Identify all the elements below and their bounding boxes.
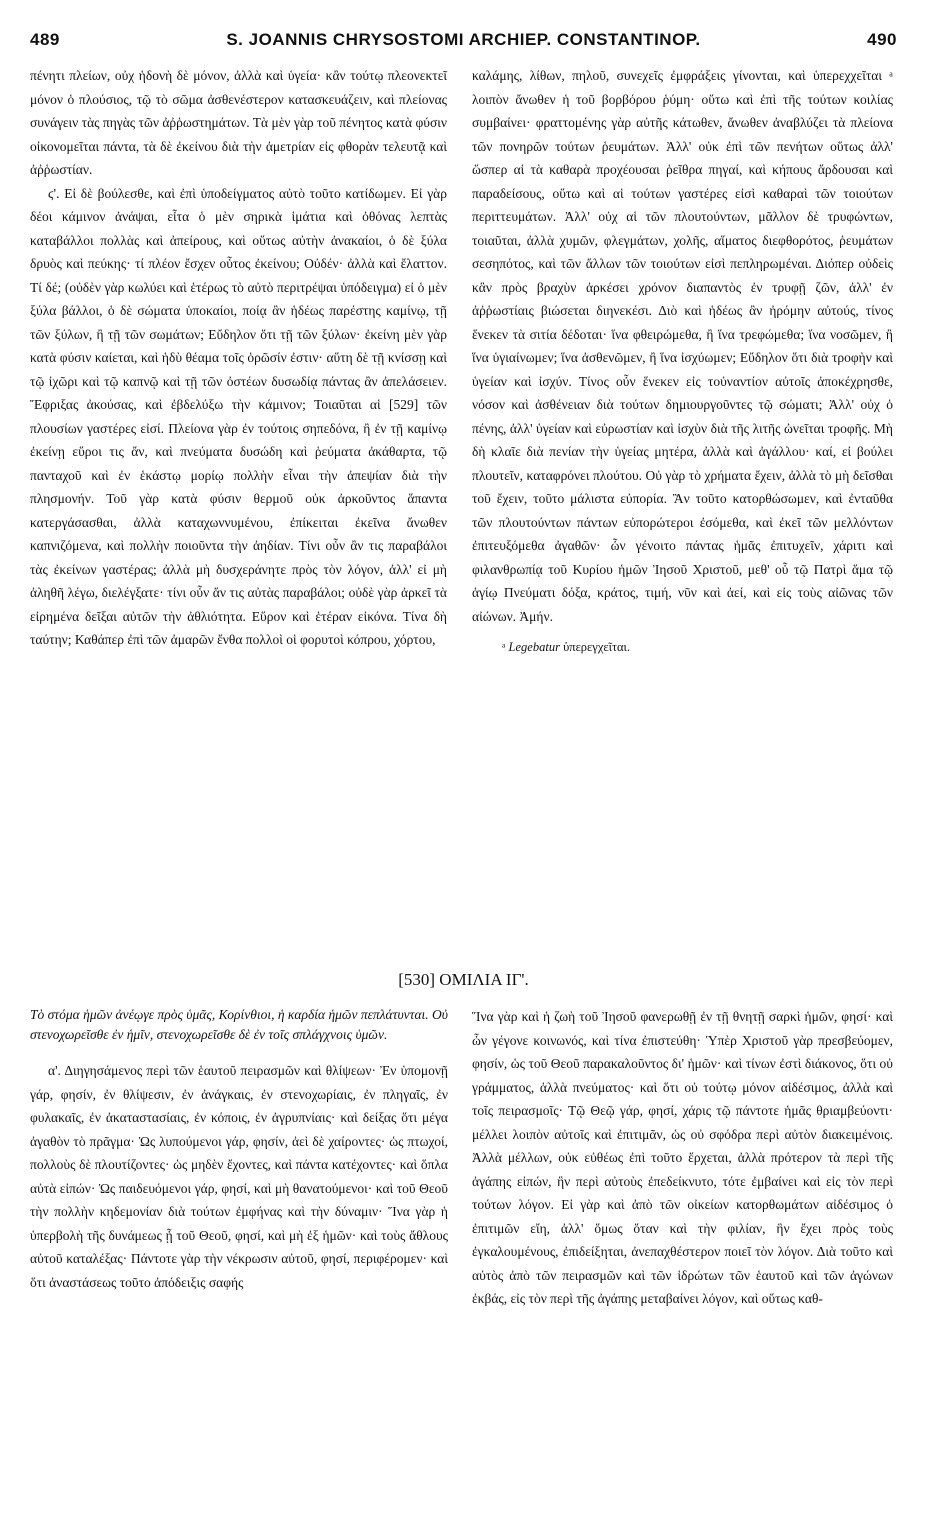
paragraph: καλάμης, λίθων, πηλοῦ, συνεχεῖς ἐμφράξεις γίνονται, καὶ ὑπερεχχεῖται ᵃ λοιπὸν ἄνωθεν ἡ τοῦ βορβόρου ῥύμη· οὕτω καὶ ἐπὶ τῆς τούτων κοιλίας συμβαίνει· φραττομένης γὰρ αὐτῆς κάτωθεν, ἄνωθεν ἀναβλύζει τὰ πλείονα τῶν πονηρῶν τούτων ῥευμάτων. Ἀλλ' οὐκ ἐπὶ τῶν πενήτων οὕτως ἀλλ' ὥσπερ αἱ τὰ καθαρὰ προχέουσαι ῥεῖθρα πηγαί, καὶ κήπους ἄρδουσαι καὶ παραδείσους, οὕτω καὶ αἱ τούτων γαστέρες εἰσὶ καθαραὶ τῶν τοιούτων περιττευμάτων. Ἀλλ' οὐχ αἱ τῶν πλουτούντων, μᾶλλον δὲ τρυφώντων, τοιαῦται, ἀλλὰ χυμῶν, φλεγμάτων, χολῆς, αἵματος διεφθορότος, ῥευμάτων σεσηπότος, καὶ τῶν ἄλλων τῶν τοιούτων εἰσὶ πεπληρωμέναι. Διόπερ οὐδεὶς κἂν πρὸς βραχὺν ἀρκέσει χρόνον διαπαντὸς ἐν τρυφῇ ζῶν, ἀλλ' ἐν ἀῤῥωστίαις βιώσεται διηνεκέσι. Διὸ καὶ ἡδέως ἂν ἠρόμην αὐτούς, τίνος ἕνεκεν τὰ σιτία δέδοται· ἵνα φθειρώμεθα, ἢ ἵνα τρεφώμεθα; ἵνα νοσῶμεν, ἢ ἵνα ὑγιαίνωμεν; ἵνα ἀσθενῶμεν, ἢ ἵνα ἰσχύωμεν; Εὔδηλον ὅτι διὰ τροφὴν καὶ ὑγείαν καὶ ἰσχύν. Τίνος οὖν ἕνεκεν εἰς τοὐναντίον αὐτοῖς ἀποκέχρησθε, νόσον καὶ ἀσθένειαν διὰ τούτων δημιουργοῦντες τῷ σώματι; Ἀλλ' οὐχ ὁ πένης, ἀλλ' ὑγείαν καὶ εὐρωστίαν καὶ ἰσχὺν διὰ τῆς λιτῆς ὠνεῖται τροφῆς. Μὴ δὴ κλαῖε διὰ πενίαν τὴν ὑγείας μητέρα, ἀλλὰ καὶ ἀγάλλου· καί, εἰ βούλει πλουτεῖν, καταφρόνει πλούτου. Οὐ γὰρ τὸ χρήματα ἔχειν, ἀλλὰ τὸ μὴ δεῖσθαι τοῦ ἔχειν, τοῦτο μάλιστα εὐπορία. Ἂν τοῦτο κατορθώσωμεν, καὶ ἐνταῦθα τῶν πλουτούντων πάντων εὐπορώτεροι ἐσόμεθα, καὶ ἐκεῖ τῶν μελλόντων ἐπιτευξόμεθα ἀγαθῶν· ὧν γένοιτο πάντας ἡμᾶς ἐπιτυχεῖν, χάριτι καὶ φιλανθρωπίᾳ τοῦ Κυρίου ἡμῶν Ἰησοῦ Χριστοῦ, μεθ' οὗ τῷ Πατρὶ ἅμα τῷ ἁγίῳ Πνεύματι δόξα, κράτος, τιμή, νῦν καὶ ἀεί, καὶ εἰς τοὺς αἰῶνας τῶν αἰώνων. Ἀμήν. <box>472 68 893 624</box>
footnote-label: Legebatur <box>508 640 560 654</box>
paragraph: α'. Διηγησάμενος περὶ τῶν ἑαυτοῦ πειρασμῶν καὶ θλίψεων· Ἐν ὑπομονῇ γάρ, φησίν, ἐν θλίψεσιν, ἐν ἀνάγκαις, ἐν στενοχωρίαις, ἐν πληγαῖς, ἐν φυλακαῖς, ἐν ἀκαταστασίαις, ἐν κόποις, ἐν ἀγρυπνίαις· καὶ δείξας ὅτι μέγα ἀγαθὸν τὸ πρᾶγμα· Ὡς λυπούμενοι γάρ, φησίν, ἀεὶ δὲ χαίροντες· ὡς πτωχοί, πολλοὺς δὲ πλουτίζοντες· ὡς μηδὲν ἔχοντες, καὶ πάντα κατέχοντες· καὶ ὅπλα αὐτὰ εἰπών· Ὡς παιδευόμενοι γάρ, φησί, καὶ μὴ θανατούμενοι· καὶ τοῦ Θεοῦ τὴν πολλὴν κηδεμονίαν διὰ τούτων ἐμφήνας καὶ τὴν δύναμιν· Ἵνα γὰρ ἡ ὑπερβολὴ τῆς δυνάμεως ᾖ τοῦ Θεοῦ, φησί, καὶ μὴ ἐξ ἡμῶν· καὶ τοὺς ἄθλους αὐτοῦ καταλέξας· Πάντοτε γὰρ τὴν νέκρωσιν αὐτοῦ, φησί, περιφέρομεν· καὶ ὅτι ἀναστάσεως τοῦτο ἀπόδειξις σαφής <box>30 1063 448 1290</box>
page-number-left: 489 <box>30 30 60 49</box>
footnote-mark: ᵃ <box>502 640 506 654</box>
footnote <box>472 636 893 660</box>
column-right-bottom <box>472 1005 893 1311</box>
running-header <box>30 30 897 56</box>
column-left-top <box>30 64 447 652</box>
paragraph: πένητι πλείων, οὐχ ἡδονὴ δὲ μόνον, ἀλλὰ καὶ ὑγεία· κἂν τούτῳ πλεονεκτεῖ μόνον ὁ πλούσιος, τῷ τὸ σῶμα ἀσθενέστερον κατασκευάζειν, καὶ πλείονας συνάγειν τὰς πηγὰς τῶν ἀῤῥωστημάτων. Τὰ μὲν γὰρ τοῦ πένητος κατὰ φύσιν οἰκονομεῖται πάντα, τὰ δὲ ἐκείνου διὰ τὴν ἀμετρίαν εἰς φθορὰν τελευτᾷ καὶ ἀῤῥωστίαν. <box>30 68 447 177</box>
page-number-right: 490 <box>867 30 897 49</box>
footnote-text: ὑπερεγχεῖται. <box>563 640 631 654</box>
column-right-top <box>472 64 893 660</box>
running-title: S. JOANNIS CHRYSOSTOMI ARCHIEP. CONSTANTINOP. <box>226 30 701 49</box>
paragraph: Ἵνα γὰρ καὶ ἡ ζωὴ τοῦ Ἰησοῦ φανερωθῇ ἐν τῇ θνητῇ σαρκὶ ἡμῶν, φησί· καὶ ὧν γέγονε κοινωνός, καὶ τίνα ἐπιστεύθη· Ὑπὲρ Χριστοῦ γὰρ πρεσβεύομεν, φησίν, ὡς τοῦ Θεοῦ παρακαλοῦντος δι' ἡμῶν· καὶ τίνων ἐστὶ διάκονος, ὅτι οὐ γράμματος, ἀλλὰ πνεύματος· καὶ ὅτι οὐ τούτῳ μόνον αἰδέσιμος, ἀλλὰ καὶ τοῖς πειρασμοῖς· Τῷ Θεῷ γάρ, φησί, χάρις τῷ πάντοτε ἡμᾶς θριαμβεύοντι· μέλλει λοιπὸν αὐτοῖς καὶ ἐπιτιμᾶν, ὡς οὐ σφόδρα περὶ αὐτὸν διακειμένοις. Ἀλλὰ μέλλων, οὐκ εὐθέως ἐπὶ τοῦτο ἔρχεται, ἀλλὰ πρότερον τὰ περὶ τῆς ἀγάπης εἰπών, ἣν περὶ αὐτοὺς ἐπεδείκνυτο, τότε ἐμβαίνει καὶ εἰς τὸν περὶ τούτων λόγον. Εἰ γὰρ καὶ ἀπὸ τῶν οἰκείων κατορθωμάτων αἰδέσιμος ὁ ἐπιτιμῶν εἴη, ἀλλ' ὅμως ὅταν καὶ τὴν φιλίαν, ἣν ἔχει πρὸς τοὺς ἐγκαλουμένους, ἐπιδείξηται, ἀνεπαχθέστερον ποιεῖ τὸν λόγον. Διὰ τοῦτο καὶ αὐτὸς ἀπὸ τῶν πειρασμῶν καὶ τῶν ἱδρώτων τῶν ἑαυτοῦ καὶ τῶν ἀγώνων ἐκβάς, εἰς τὸν περὶ τῆς ἀγάπης μεταβαίνει λόγον, καὶ οὕτως καθ- <box>472 1009 893 1306</box>
paragraph: ϛ'. Εἰ δὲ βούλεσθε, καὶ ἐπὶ ὑποδείγματος αὐτὸ τοῦτο κατίδωμεν. Εἰ γὰρ δέοι κάμινον ἀνάψαι, εἶτα ὁ μὲν σηρικὰ ἱμάτια καὶ ὀθόνας λεπτὰς καταβάλλοι πολλὰς καὶ ἀπείρους, καὶ οὕτως αὐτὴν ἀνακαίοι, ὁ δὲ ξύλα δρυὸς καὶ πεύκης· τί πλέον ἔσχεν οὗτος ἐκείνου; Οὐδέν· ἀλλὰ καὶ ἔλαττον. Τί δέ; (οὐδὲν γὰρ κωλύει καὶ ἑτέρως τὸ αὐτὸ περιτρέψαι ὑπόδειγμα) εἰ ὁ μὲν ξύλα βάλλοι, ὁ δὲ σώματα ὑποκαίοι, ποίᾳ ἂν ἡδέως παρέστης καμίνῳ, τῇ τῶν ξύλων, ἢ τῇ τῶν σωμάτων; Εὔδηλον ὅτι τῇ τῶν ξύλων· ἐκείνη μὲν γὰρ κατὰ φύσιν καίεται, καὶ ἡδὺ θέαμα τοῖς ὁρῶσίν ἐστιν· αὕτη δὲ τῇ κνίσσῃ καὶ τῷ ἰχῶρι καὶ τῷ καπνῷ καὶ τῇ τῶν ὀστέων δυσωδίᾳ πάντας ἂν ἀπελάσειεν. Ἔφριξας ἀκούσας, καὶ ἐβδελύξω τὴν κάμινον; Τοιαῦται αἱ [529] τῶν πλουσίων γαστέρες εἰσί. Πλείονα γὰρ ἐν τούτοις σηπεδόνα, ἢ ἐν τῇ καμίνῳ ἐκείνῃ εὕροι τις ἄν, καὶ πνεύματα δυσώδη καὶ ῥεύματα ἀκάθαρτα, τῷ πανταχοῦ καὶ ἐν ἑκάστῳ μορίῳ πολλὴν εἶναι τὴν ἀπεψίαν διὰ τὴν πλησμονήν. Τοῦ γὰρ κατὰ φύσιν θερμοῦ οὐκ ἀρκοῦντος ἅπαντα κατεργάσασθαι, ἀλλὰ καταχωννυμένου, ἐπίκειται ἐκεῖνα ἄνωθεν καπνιζόμενα, καὶ πολλὴν ποιοῦντα τὴν ἀηδίαν. Τίνι οὖν ἂν τις παραβάλοι τὰς ἐκείνων γαστέρας; ἀλλὰ μὴ δυσχεράνητε πρὸς τὸν λόγον, ἀλλ' εἰ μὴ ἀληθῆ λέγω, διελέγξατε· τίνι οὖν ἄν τις αὐτὰς παραβάλοι; οὐδὲ γὰρ ἀρκεῖ τὰ εἰρημένα δεῖξαι αὐτῶν τὴν ἀθλιότητα. Εὕρον καὶ ἑτέραν εἰκόνα. Τίνα δὴ ταύτην; Καθάπερ ἐπὶ τῶν ἀμαρῶν ἔνθα πολλοὶ οἱ φορυτοὶ κόπρου, χόρτου, <box>30 185 447 647</box>
homily-epigraph: Τὸ στόμα ἡμῶν ἀνέῳγε πρὸς ὑμᾶς, Κορίνθιοι, ἡ καρδία ἡμῶν πεπλάτυνται. Οὐ στενοχωρεῖσθε ἐν ἡμῖν, στενοχωρεῖσθε δὲ ἐν τοῖς σπλάγχνοις ὑμῶν. <box>30 1007 448 1042</box>
homily-heading: [530] ΟΜΙΛΙΑ ΙΓ'. <box>398 970 529 989</box>
column-left-bottom <box>30 1005 448 1294</box>
